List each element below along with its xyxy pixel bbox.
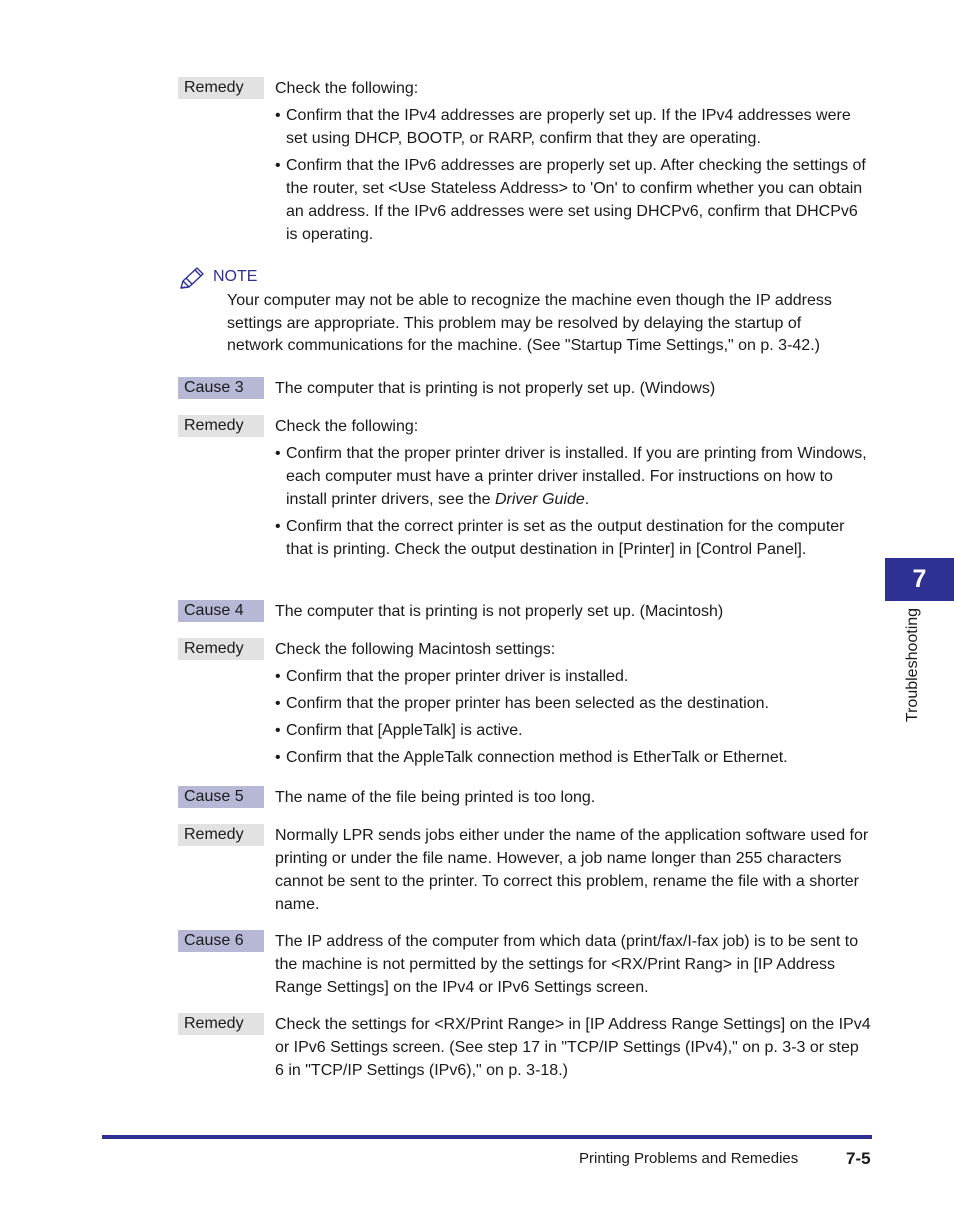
footer-rule bbox=[102, 1135, 872, 1139]
list-item: • Confirm that the correct printer is set as the output destination for the computer that is printing. Check the output destination in [Printer] in [Control Panel]. bbox=[275, 515, 872, 561]
remedy-content bbox=[275, 638, 872, 773]
item-text: Confirm that the proper printer driver is installed. If you are printing from Windows, each computer must have a printer driver installed. For instructions on how to install printer drivers, see the bbox=[286, 445, 867, 508]
remedy-list bbox=[275, 665, 872, 769]
remedy-intro: Check the following Macintosh settings: bbox=[275, 641, 556, 658]
remedy-intro: Check the following: bbox=[275, 80, 419, 97]
remedy-list bbox=[275, 104, 872, 246]
cause-label: Cause 3 bbox=[178, 377, 264, 399]
cause-label: Cause 5 bbox=[178, 786, 264, 808]
list-item: • Confirm that the AppleTalk connection method is EtherTalk or Ethernet. bbox=[275, 746, 872, 769]
cause-text: The computer that is printing is not properly set up. (Windows) bbox=[275, 380, 716, 397]
remedy-content bbox=[275, 415, 872, 565]
cause-label: Cause 6 bbox=[178, 930, 264, 952]
cause-text: The name of the file being printed is too long. bbox=[275, 789, 596, 806]
chapter-tab: 7 bbox=[885, 558, 954, 601]
remedy-label: Remedy bbox=[178, 1013, 264, 1035]
remedy-label: Remedy bbox=[178, 824, 264, 846]
remedy-intro: Check the following: bbox=[275, 418, 419, 435]
list-item: • Confirm that the IPv6 addresses are properly set up. After checking the settings of the router, set <Use Stateless Address> to 'On' to confirm whether you can obtain an address. If the IPv6 addresses were set using DHCPv6, confirm that DHCPv6 is operating. bbox=[275, 154, 872, 246]
remedy-label: Remedy bbox=[178, 415, 264, 437]
list-item bbox=[275, 442, 872, 511]
note-title: NOTE bbox=[213, 268, 258, 285]
list-item: • Confirm that the proper printer driver is installed. bbox=[275, 665, 872, 688]
remedy-text: Normally LPR sends jobs either under the name of the application software used for printing or under the file name. However, a job name longer than 255 characters cannot be sent to the printer. To correct this problem, rename the file with a shorter name. bbox=[275, 827, 869, 913]
driver-guide-reference: Driver Guide bbox=[494, 491, 585, 508]
cause-text: The IP address of the computer from which data (print/fax/I-fax job) is to be sent to the machine is not permitted by the settings for <RX/Print Rang> in [IP Address Range Settings] on the IPv4 or IPv6 Settings screen. bbox=[275, 933, 859, 996]
remedy-label: Remedy bbox=[178, 638, 264, 660]
pencil-icon bbox=[178, 266, 206, 292]
page-number: 7-5 bbox=[846, 1149, 871, 1168]
remedy-list bbox=[275, 442, 872, 561]
item-text-end: . bbox=[584, 491, 590, 508]
cause-text: The computer that is printing is not properly set up. (Macintosh) bbox=[275, 603, 724, 620]
chapter-tab-label: Troubleshooting bbox=[904, 607, 921, 723]
cause-label: Cause 4 bbox=[178, 600, 264, 622]
list-item: • Confirm that the proper printer has been selected as the destination. bbox=[275, 692, 872, 715]
list-item: • Confirm that [AppleTalk] is active. bbox=[275, 719, 872, 742]
footer-title: Printing Problems and Remedies bbox=[579, 1150, 799, 1167]
note-text: Your computer may not be able to recognize the machine even though the IP address settings are appropriate. This problem may be resolved by delaying the startup of network communications for the machine. (See "Startup Time Settings," on p. 3-42.) bbox=[227, 292, 832, 354]
remedy-label: Remedy bbox=[178, 77, 264, 99]
remedy-text: Check the settings for <RX/Print Range> in [IP Address Range Settings] on the IPv4 or IPv6 Settings screen. (See step 17 in "TCP/IP Settings (IPv4)," on p. 3-3 or step 6 in "TCP/IP Settings (IPv6)," on p. 3-18.) bbox=[275, 1016, 871, 1079]
remedy-content bbox=[275, 77, 872, 250]
list-item: • Confirm that the IPv4 addresses are properly set up. If the IPv4 addresses were set using DHCP, BOOTP, or RARP, confirm that they are operating. bbox=[275, 104, 872, 150]
